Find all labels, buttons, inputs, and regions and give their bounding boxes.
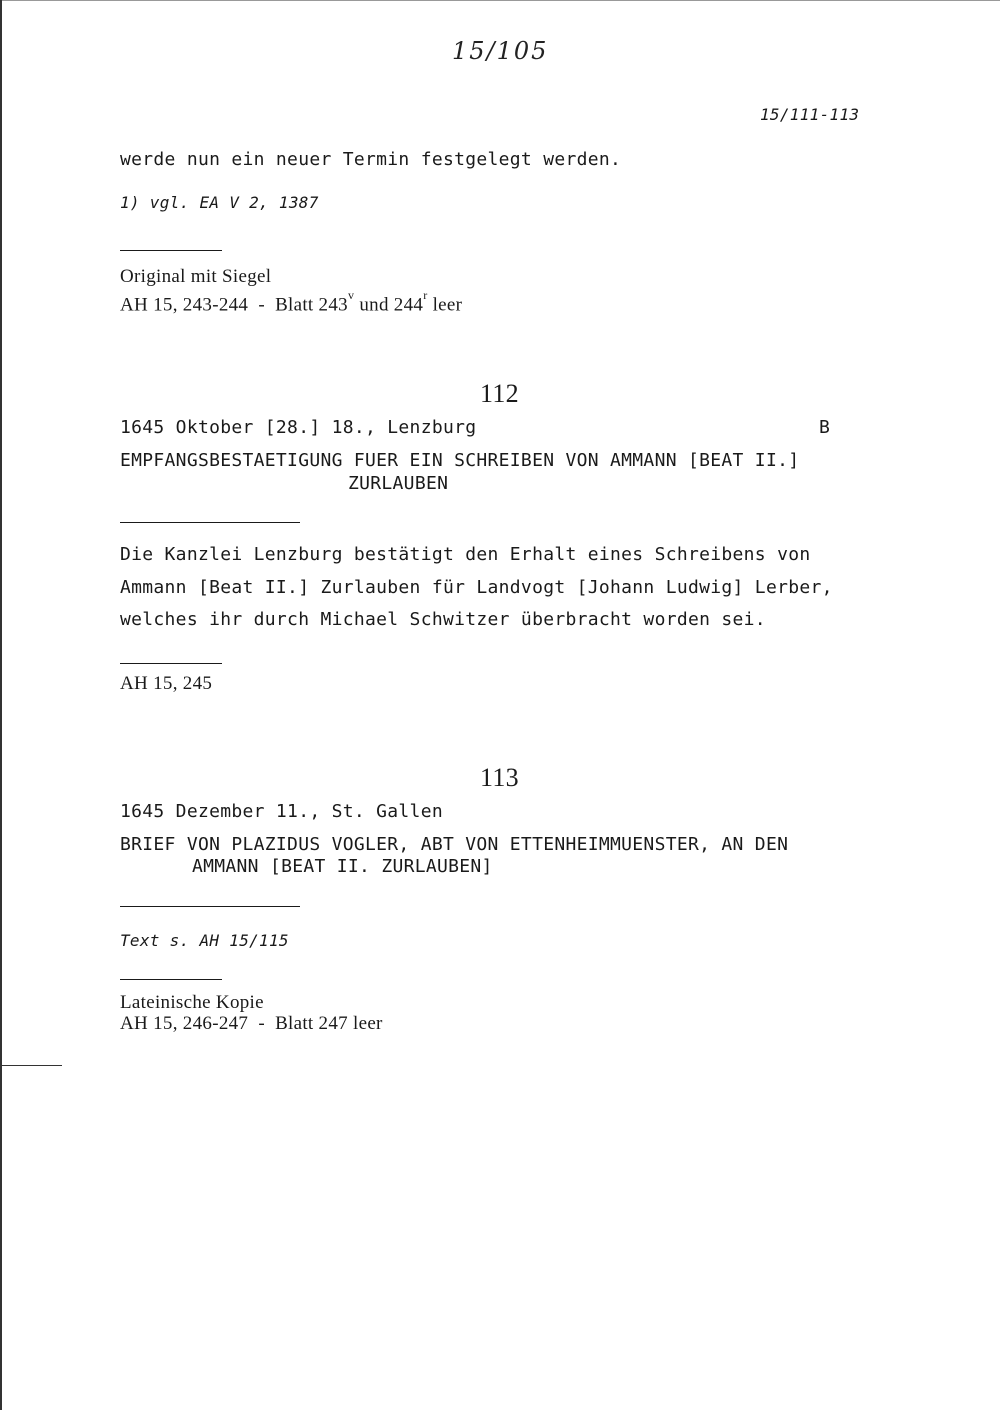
entry-111-sup-v: v xyxy=(347,288,355,302)
entry-111-source-line: AH 15, 243-244 - Blatt 243$^v$ und 244$^r$ leer xyxy=(120,288,463,316)
entry-112-letter: B xyxy=(819,417,831,438)
entry-113-source: AH 15, 246-247 xyxy=(120,1013,249,1034)
archive-mark: 15/105 xyxy=(452,37,549,65)
entry-112-date-place: 1645 Oktober [28.] 18., Lenzburg xyxy=(120,417,477,438)
separator-rule xyxy=(120,250,222,251)
entry-112-body-line-2: Ammann [Beat II.] Zurlauben für Landvogt [Johann Ludwig] Lerber, xyxy=(120,577,833,598)
entry-112-body-line-3: welches ihr durch Michael Schwitzer überbracht worden sei. xyxy=(120,609,766,630)
entry-111-blatt-suffix: leer xyxy=(432,294,463,316)
entry-111-blatt-prefix: Blatt 243 xyxy=(275,294,348,316)
entry-112-title-line-2: ZURLAUBEN xyxy=(348,473,449,494)
entry-113-title-line-2: AMMANN [BEAT II. ZURLAUBEN] xyxy=(192,856,493,877)
entry-113-note-type: Lateinische Kopie xyxy=(120,992,264,1013)
margin-mark xyxy=(0,1065,62,1066)
entry-113-number: 113 xyxy=(480,763,519,792)
footnote: 1) vgl. EA V 2, 1387 xyxy=(120,193,319,212)
entry-112-source: AH 15, 245 xyxy=(120,673,213,694)
page-reference: 15/111-113 xyxy=(760,105,860,124)
entry-111-blatt-mid: und 244 xyxy=(359,294,424,316)
entry-111-source: AH 15, 243-244 xyxy=(120,294,249,316)
entry-112-title-line-1: EMPFANGSBESTAETIGUNG FUER EIN SCHREIBEN VON AMMANN [BEAT II.] xyxy=(120,450,800,471)
entry-112-number: 112 xyxy=(480,379,519,408)
entry-113-text-reference: Text s. AH 15/115 xyxy=(120,931,289,950)
page-edge-left xyxy=(0,0,2,1410)
separator-rule xyxy=(120,663,222,664)
entry-111-note-type: Original mit Siegel xyxy=(120,266,272,287)
page-edge-top xyxy=(0,0,1000,1)
entry-112-body-line-1: Die Kanzlei Lenzburg bestätigt den Erhalt eines Schreibens von xyxy=(120,544,811,565)
separator-rule xyxy=(120,522,300,523)
entry-113-date-place: 1645 Dezember 11., St. Gallen xyxy=(120,801,443,822)
separator-rule xyxy=(120,979,222,980)
continuation-text: werde nun ein neuer Termin festgelegt werden. xyxy=(120,149,622,170)
entry-113-title-line-1: BRIEF VON PLAZIDUS VOGLER, ABT VON ETTENHEIMMUENSTER, AN DEN xyxy=(120,834,789,855)
entry-111-sup-r: r xyxy=(423,288,428,302)
separator-rule xyxy=(120,906,300,907)
entry-113-blatt: Blatt 247 leer xyxy=(275,1013,383,1034)
entry-113-source-line: AH 15, 246-247 - Blatt 247 leer xyxy=(120,1013,383,1034)
